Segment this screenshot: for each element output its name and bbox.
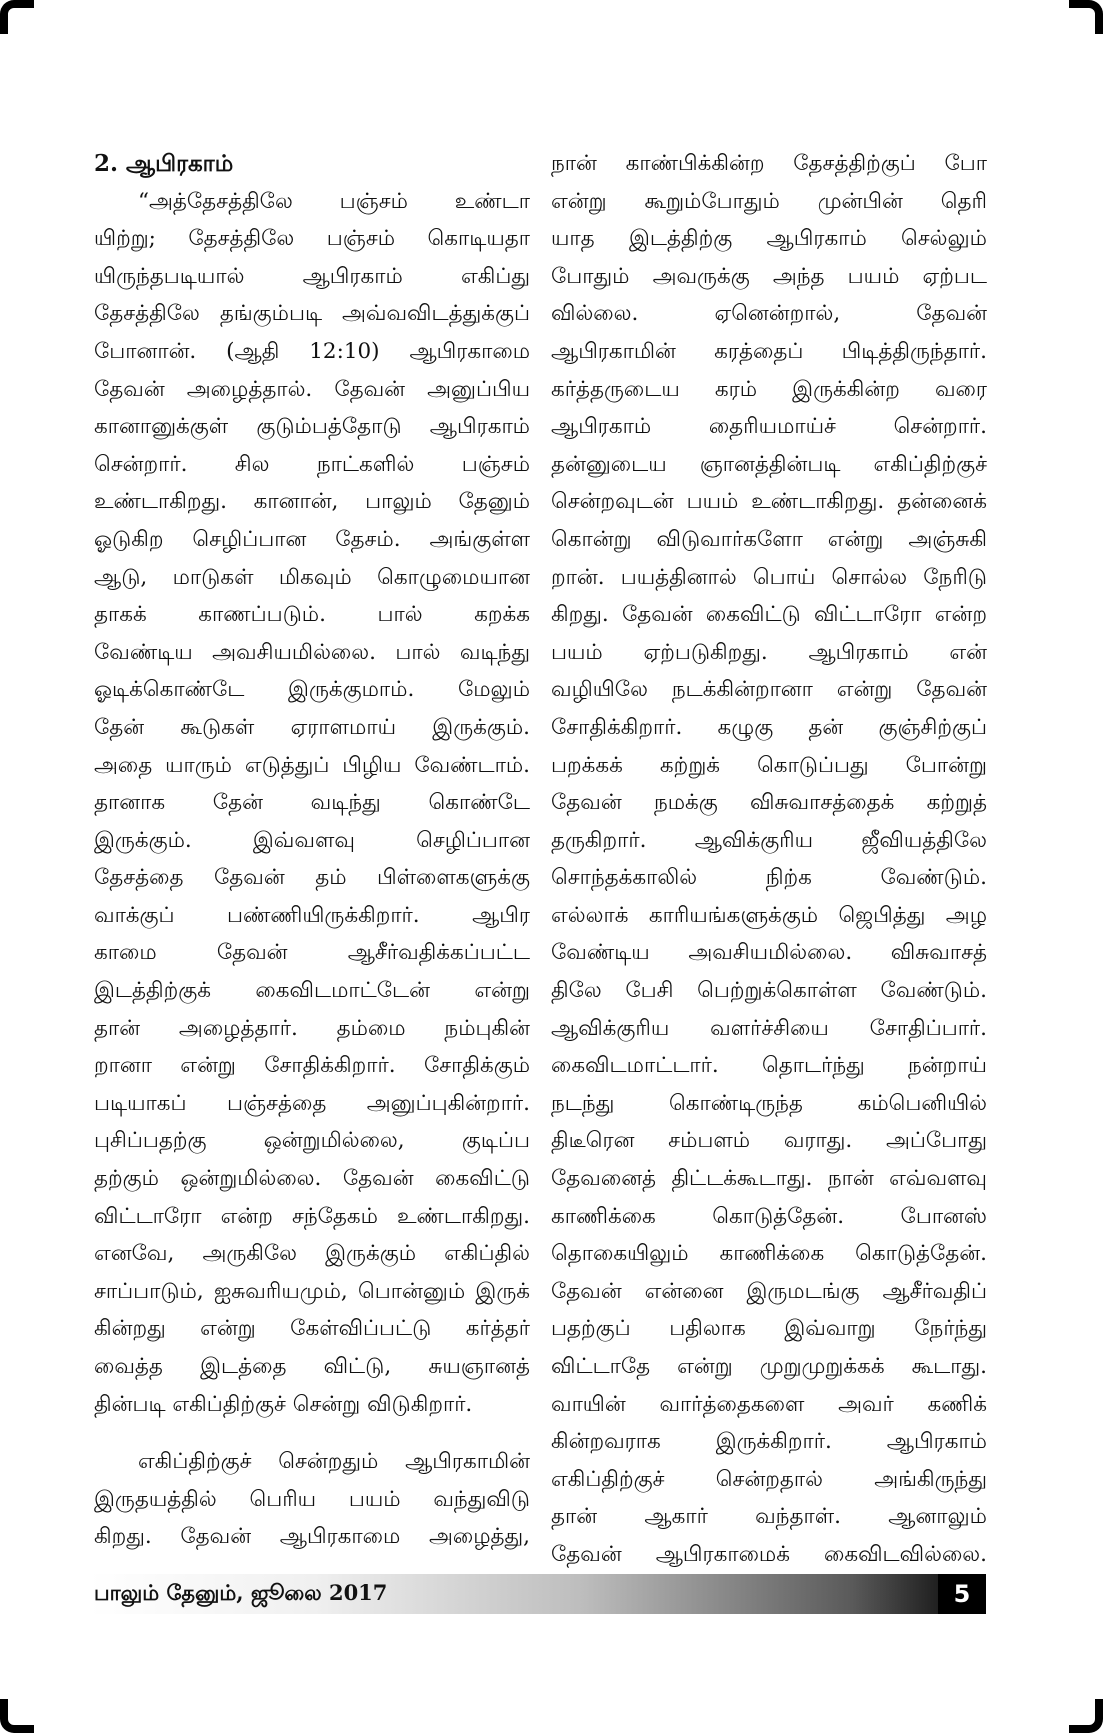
page-corner-top-left [0,0,34,34]
text-line: தேவன் நமக்கு விசுவாசத்தைக் கற்றுத் [551,790,987,816]
text-line: பதற்குப் பதிலாக இவ்வாறு நேர்ந்து [551,1316,987,1342]
text-line: தருகிறார். ஆவிக்குரிய ஜீவியத்திலே [551,827,987,853]
text-line: தேசத்தை தேவன் தம் பிள்ளைகளுக்கு [94,865,530,891]
text-line: காமை தேவன் ஆசீர்வதிக்கப்பட்ட [94,940,530,966]
text-line: கர்த்தருடைய கரம் இருக்கின்ற வரை [551,376,987,402]
text-line: திடீரென சம்பளம் வராது. அப்போது [551,1128,987,1154]
text-line: சாப்பாடும், ஐசுவரியமும், பொன்னும் இருக் [94,1278,530,1304]
text-line: சென்றவுடன் பயம் உண்டாகிறது. தன்னைக் [551,489,987,515]
page-corner-bottom-left [0,1699,34,1733]
text-line: ஆபிரகாமின் கரத்தைப் பிடித்திருந்தார். [551,338,987,364]
text-line: சொந்தக்காலில் நிற்க வேண்டும். [551,865,987,891]
text-line: யாத இடத்திற்கு ஆபிரகாம் செல்லும் [551,226,987,252]
footer-bar [90,1574,986,1614]
text-line: புசிப்பதற்கு ஒன்றுமில்லை, குடிப்ப [94,1128,530,1154]
text-line: போனான். (ஆதி 12:10) ஆபிரகாமை [94,338,530,364]
text-line: ஆவிக்குரிய வளர்ச்சியை சோதிப்பார். [551,1015,987,1041]
text-line: வாயின் வார்த்தைகளை அவர் கணிக் [551,1391,987,1417]
section-heading: 2. ஆபிரகாம் [94,150,234,177]
text-line: தான் ஆகார் வந்தாள். ஆனாலும் [551,1504,987,1530]
page-corner-bottom-right [1069,1699,1103,1733]
text-line: தற்கும் ஒன்றுமில்லை. தேவன் கைவிட்டு [94,1166,530,1192]
page-corner-top-right [1069,0,1103,34]
right-column [551,145,987,1574]
text-line: சோதிக்கிறார். கழுகு தன் குஞ்சிற்குப் [551,714,987,740]
text-line: தேவன் ஆபிரகாமைக் கைவிடவில்லை. [551,1541,987,1567]
text-line: எல்லாக் காரியங்களுக்கும் ஜெபித்து அழ [551,902,987,928]
text-line: ஓடுகிற செழிப்பான தேசம். அங்குள்ள [94,526,530,552]
text-line: “அத்தேசத்திலே பஞ்சம் உண்டா [138,188,530,214]
right-paragraph [551,145,987,1574]
text-line: காணிக்கை கொடுத்தேன். போனஸ் [551,1203,987,1229]
text-line: என்று கூறும்போதும் முன்பின் தெரி [551,188,987,214]
text-line: அதை யாரும் எடுத்துப் பிழிய வேண்டாம். [94,752,530,778]
text-line: எனவே, அருகிலே இருக்கும் எகிப்தில் [94,1241,530,1267]
magazine-issue-title: பாலும் தேனும், ஜூலை 2017 [94,1580,388,1605]
text-line: போதும் அவருக்கு அந்த பயம் ஏற்பட [551,263,987,289]
text-line: நடந்து கொண்டிருந்த கம்பெனியில் [551,1090,987,1116]
left-column [94,145,530,1556]
text-line: ஓடிக்கொண்டே இருக்குமாம். மேலும் [94,677,530,703]
text-line: இடத்திற்குக் கைவிடமாட்டேன் என்று [94,978,530,1004]
text-line: இருதயத்தில் பெரிய பயம் வந்துவிடு [94,1486,530,1512]
text-line: இருக்கும். இவ்வளவு செழிப்பான [94,827,530,853]
text-line: கின்றது என்று கேள்விப்பட்டு கர்த்தர் [94,1316,530,1342]
text-line: நான் காண்பிக்கின்ற தேசத்திற்குப் போ [551,151,987,176]
text-line: திலே பேசி பெற்றுக்கொள்ள வேண்டும். [551,978,987,1004]
text-line: கிறது. தேவன் ஆபிரகாமை அழைத்து, [94,1524,530,1550]
text-line: வழியிலே நடக்கின்றானா என்று தேவன் [551,677,987,703]
text-line: றானா என்று சோதிக்கிறார். சோதிக்கும் [94,1053,530,1079]
left-paragraph-2 [94,1443,530,1556]
text-line: ஆபிரகாம் தைரியமாய்ச் சென்றார். [551,414,987,440]
text-line: வாக்குப் பண்ணியிருக்கிறார். ஆபிர [94,902,530,928]
text-line: கானானுக்குள் குடும்பத்தோடு ஆபிரகாம் [94,414,530,440]
text-line: தான் அழைத்தார். தம்மை நம்புகின் [94,1015,530,1041]
text-line: வில்லை. ஏனென்றால், தேவன் [551,301,987,327]
text-line: ஆடு, மாடுகள் மிகவும் கொழுமையான [94,564,530,590]
text-line: வேண்டிய அவசியமில்லை. விசுவாசத் [551,940,987,966]
text-line: தேவனைத் திட்டக்கூடாது. நான் எவ்வளவு [551,1166,987,1192]
text-line: யிற்று; தேசத்திலே பஞ்சம் கொடியதா [94,226,530,252]
text-line: படியாகப் பஞ்சத்தை அனுப்புகின்றார். [94,1090,530,1116]
text-line: தொகையிலும் காணிக்கை கொடுத்தேன். [551,1241,987,1267]
text-line: தேன் கூடுகள் ஏராளமாய் இருக்கும். [94,714,530,740]
text-line: றான். பயத்தினால் பொய் சொல்ல நேரிடு [551,564,987,590]
text-line: கிறது. தேவன் கைவிட்டு விட்டாரோ என்ற [551,602,987,628]
text-line: விட்டாரோ என்ற சந்தேகம் உண்டாகிறது. [94,1203,530,1229]
text-line: வேண்டிய அவசியமில்லை. பால் வடிந்து [94,639,530,665]
text-line: பயம் ஏற்படுகிறது. ஆபிரகாம் என் [551,639,987,665]
text-line: பறக்கக் கற்றுக் கொடுப்பது போன்று [551,752,987,778]
text-line: தேவன் என்னை இருமடங்கு ஆசீர்வதிப் [551,1278,987,1304]
text-line: கொன்று விடுவார்களோ என்று அஞ்சுகி [551,526,987,552]
text-line: தேசத்திலே தங்கும்படி அவ்வவிடத்துக்குப் [94,301,530,327]
text-line: சென்றார். சில நாட்களில் பஞ்சம் [94,451,530,477]
text-line: தன்னுடைய ஞானத்தின்படி எகிப்திற்குச் [551,451,987,477]
paragraph-gap [94,1423,530,1443]
text-line: உண்டாகிறது. கானான், பாலும் தேனும் [94,489,530,515]
text-line: யிருந்தபடியால் ஆபிரகாம் எகிப்து [94,263,530,289]
page-number: 5 [938,1574,986,1614]
text-line: வைத்த இடத்தை விட்டு, சுயஞானத் [94,1354,530,1379]
left-paragraph-1 [94,183,530,1424]
text-line: கைவிடமாட்டார். தொடர்ந்து நன்றாய் [551,1053,987,1079]
text-line: தின்படி எகிப்திற்குச் சென்று விடுகிறார். [94,1391,473,1417]
text-line: தானாக தேன் வடிந்து கொண்டே [94,790,530,816]
text-line: விட்டாதே என்று முறுமுறுக்கக் கூடாது. [551,1354,987,1379]
text-line: எகிப்திற்குச் சென்றதால் அங்கிருந்து [551,1466,987,1492]
text-line: தாகக் காணப்படும். பால் கறக்க [94,602,530,628]
text-line: தேவன் அழைத்தால். தேவன் அனுப்பிய [94,376,530,402]
text-line: கின்றவராக இருக்கிறார். ஆபிரகாம் [551,1429,987,1455]
text-line: எகிப்திற்குச் சென்றதும் ஆபிரகாமின் [138,1449,530,1475]
